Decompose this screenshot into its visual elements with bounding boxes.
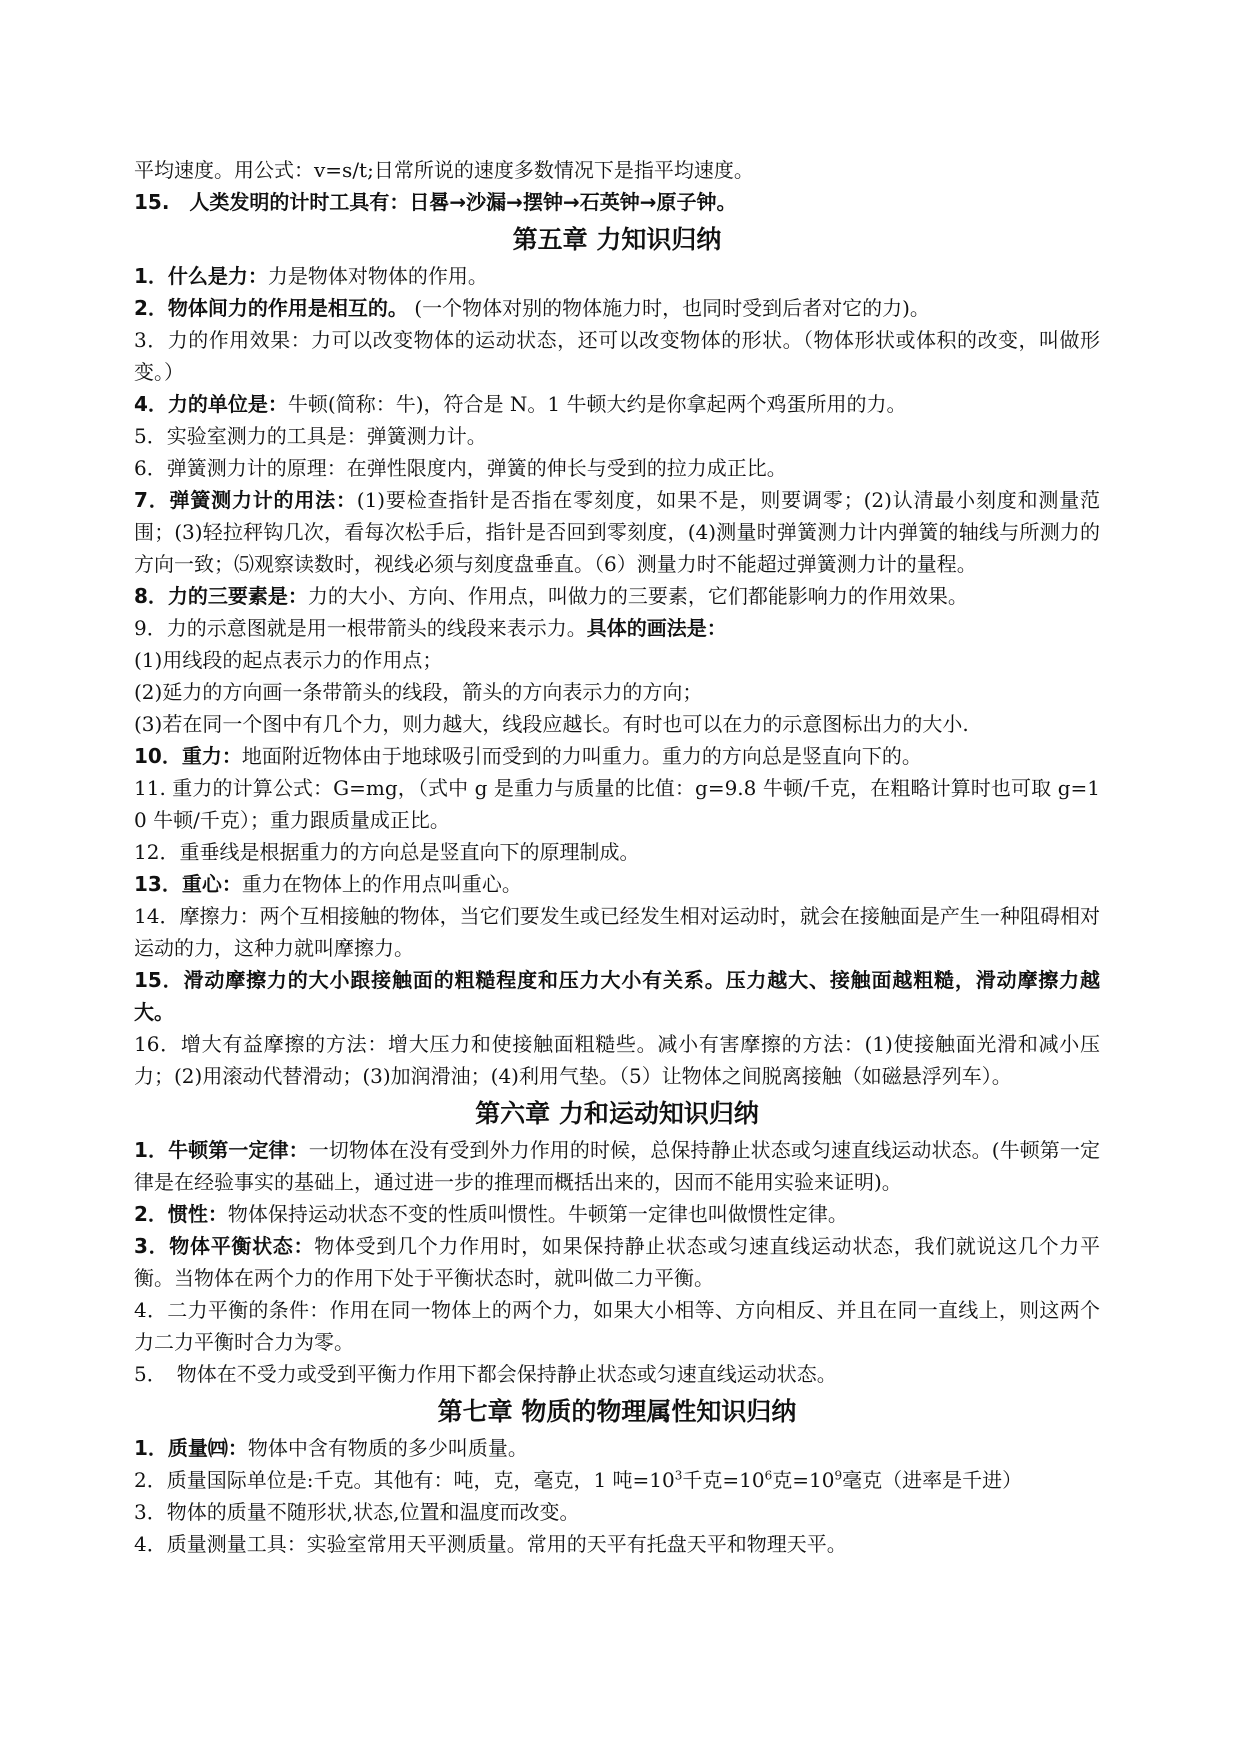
ch5-item-4 xyxy=(134,388,1100,420)
ch5-item-4-text: 牛顿(简称：牛)，符合是 N。1 牛顿大约是你拿起两个鸡蛋所用的力。 xyxy=(287,392,907,416)
ch5-item-16: 16．增大有益摩擦的方法：增大压力和使接触面粗糙些。减小有害摩擦的方法：(1)使接触面光滑和减小压 力；(2)用滚动代替滑动；(3)加润滑油；(4)利用气垫。（5）让物体之间脱离接触（如磁悬浮列车）。 xyxy=(134,1032,1100,1088)
ch5-item-9 xyxy=(134,612,1100,644)
ch5-item-9-step-2: (2)延力的方向画一条带箭头的线段，箭头的方向表示力的方向； xyxy=(134,680,703,704)
ch5-item-8 xyxy=(134,580,1100,612)
ch5-item-9-text: 9．力的示意图就是用一根带箭头的线段来表示力。 xyxy=(134,616,587,640)
ch5-item-1-label: 1．什么是力： xyxy=(134,264,268,288)
ch5-item-2 xyxy=(134,292,1100,324)
ch5-item-2-text: (一个物体对别的物体施力时，也同时受到后者对它的力)。 xyxy=(407,296,930,320)
chapter-6-title: 第六章 力和运动知识归纳 xyxy=(475,1099,759,1128)
ch5-item-14: 14．摩擦力：两个互相接触的物体，当它们要发生或已经发生相对运动时，就会在接触面是产生一种阻碍相对运动的力，这种力就叫摩擦力。 xyxy=(134,904,1100,960)
paragraph-14-tail: 平均速度。用公式：v=s/t;日常所说的速度多数情况下是指平均速度。 xyxy=(134,158,754,182)
ch5-item-13-text: 重力在物体上的作用点叫重心。 xyxy=(241,872,522,896)
ch7-item-2-part-a: 2．质量国际单位是:千克。其他有：吨，克，毫克，1 吨=10 xyxy=(134,1468,675,1492)
ch5-item-9-label: 具体的画法是： xyxy=(586,616,727,640)
ch5-item-13-label: 13．重心： xyxy=(134,872,242,896)
ch7-item-2-exponent-1: 3 xyxy=(674,1468,683,1483)
ch5-item-9-step-3: (3)若在同一个图中有几个力，则力越大，线段应越长。有时也可以在力的示意图标出力的大小. xyxy=(134,712,969,736)
ch7-item-2-part-d: 毫克（进率是千进） xyxy=(842,1468,1023,1492)
ch7-item-2-exponent-2: 6 xyxy=(764,1468,773,1483)
ch7-item-2-part-c: 克=10 xyxy=(772,1468,835,1492)
ch6-item-2 xyxy=(134,1198,1100,1230)
ch7-item-3: 3．物体的质量不随形状,状态,位置和温度而改变。 xyxy=(134,1500,580,1524)
ch5-item-10-text: 地面附近物体由于地球吸引而受到的力叫重力。重力的方向总是竖直向下的。 xyxy=(241,744,922,768)
ch6-item-5: 5． 物体在不受力或受到平衡力作用下都会保持静止状态或匀速直线运动状态。 xyxy=(134,1362,837,1386)
ch7-item-4: 4．质量测量工具：实验室常用天平测质量。常用的天平有托盘天平和物理天平。 xyxy=(134,1532,847,1556)
ch5-item-7-text: (1)要检查指针是否指在零刻度，如果不是，则要调零；(2)认清最小刻度和测量范围；(3)轻拉秤钩几次，看每次松手后，指针是否回到零刻度，(4)测量时弹簧测力计内弹簧的轴线与所测力的方向一致；⑸观察读数时，视线必须与刻度盘垂直。（6）测量力时不能超过弹簧测力计的量程。 xyxy=(134,488,1100,576)
ch5-item-7-label: 7．弹簧测力计的用法： xyxy=(134,488,357,512)
ch5-item-1-text: 力是物体对物体的作用。 xyxy=(267,264,488,288)
ch7-item-1 xyxy=(134,1432,1100,1464)
ch5-item-13 xyxy=(134,868,1100,900)
ch7-item-2-exponent-3: 9 xyxy=(834,1468,843,1483)
ch5-item-8-label: 8．力的三要素是： xyxy=(134,584,308,608)
ch5-item-12: 12．重垂线是根据重力的方向总是竖直向下的原理制成。 xyxy=(134,840,640,864)
ch5-item-15: 15．滑动摩擦力的大小跟接触面的粗糙程度和压力大小有关系。压力越大、接触面越粗糙，滑动摩擦力越大。 xyxy=(134,968,1100,1024)
ch5-item-3: 3．力的作用效果：力可以改变物体的运动状态，还可以改变物体的形状。（物体形状或体积的改变，叫做形变。） xyxy=(134,328,1100,384)
document-content xyxy=(134,154,1100,1560)
ch6-item-1-label: 1．牛顿第一定律： xyxy=(134,1138,309,1162)
ch5-item-7 xyxy=(134,484,1100,580)
ch5-item-5: 5．实验室测力的工具是：弹簧测力计。 xyxy=(134,424,487,448)
chapter-5-title: 第五章 力知识归纳 xyxy=(512,225,722,254)
ch5-item-11: 11. 重力的计算公式：G=mg，（式中 g 是重力与质量的比值：g=9.8 牛顿/千克，在粗略计算时也可取 g=10 牛顿/千克）；重力跟质量成正比。 xyxy=(134,776,1100,832)
ch6-item-3-text: 物体受到几个力作用时，如果保持静止状态或匀速直线运动状态，我们就说这几个力平衡。当物体在两个力的作用下处于平衡状态时，就叫做二力平衡。 xyxy=(134,1234,1101,1290)
ch5-item-6: 6．弹簧测力计的原理：在弹性限度内，弹簧的伸长与受到的拉力成正比。 xyxy=(134,456,787,480)
ch6-item-2-label: 2．惯性： xyxy=(134,1202,228,1226)
ch6-item-3 xyxy=(134,1230,1100,1294)
ch5-item-10-label: 10．重力： xyxy=(134,744,242,768)
ch7-item-2 xyxy=(134,1464,1100,1496)
ch7-item-2-part-b: 千克=10 xyxy=(682,1468,765,1492)
ch6-item-1 xyxy=(134,1134,1100,1198)
ch6-item-4: 4．二力平衡的条件：作用在同一物体上的两个力，如果大小相等、方向相反、并且在同一直线上，则这两个力二力平衡时合力为零。 xyxy=(134,1298,1100,1354)
ch6-item-2-text: 物体保持运动状态不变的性质叫惯性。牛顿第一定律也叫做惯性定律。 xyxy=(227,1202,848,1226)
ch5-item-1 xyxy=(134,260,1100,292)
ch5-item-10 xyxy=(134,740,1100,772)
ch5-item-2-label: 2．物体间力的作用是相互的。 xyxy=(134,296,408,320)
ch5-item-4-label: 4．力的单位是： xyxy=(134,392,288,416)
ch6-item-1-text: 一切物体在没有受到外力作用的时候，总保持静止状态或匀速直线运动状态。(牛顿第一定律是在经验事实的基础上，通过进一步的推理而概括出来的，因而不能用实验来证明)。 xyxy=(134,1138,1100,1194)
ch6-item-3-label: 3．物体平衡状态： xyxy=(134,1234,315,1258)
ch7-item-1-text: 物体中含有物质的多少叫质量。 xyxy=(247,1436,528,1460)
ch7-item-1-label: 1．质量㈣： xyxy=(134,1436,248,1460)
paragraph-15-timekeeping: 15. 人类发明的计时工具有：日晷→沙漏→摆钟→石英钟→原子钟。 xyxy=(134,190,737,214)
ch5-item-8-text: 力的大小、方向、作用点，叫做力的三要素，它们都能影响力的作用效果。 xyxy=(307,584,968,608)
ch5-item-9-step-1: (1)用线段的起点表示力的作用点； xyxy=(134,648,443,672)
chapter-7-title: 第七章 物质的物理属性知识归纳 xyxy=(437,1397,797,1426)
